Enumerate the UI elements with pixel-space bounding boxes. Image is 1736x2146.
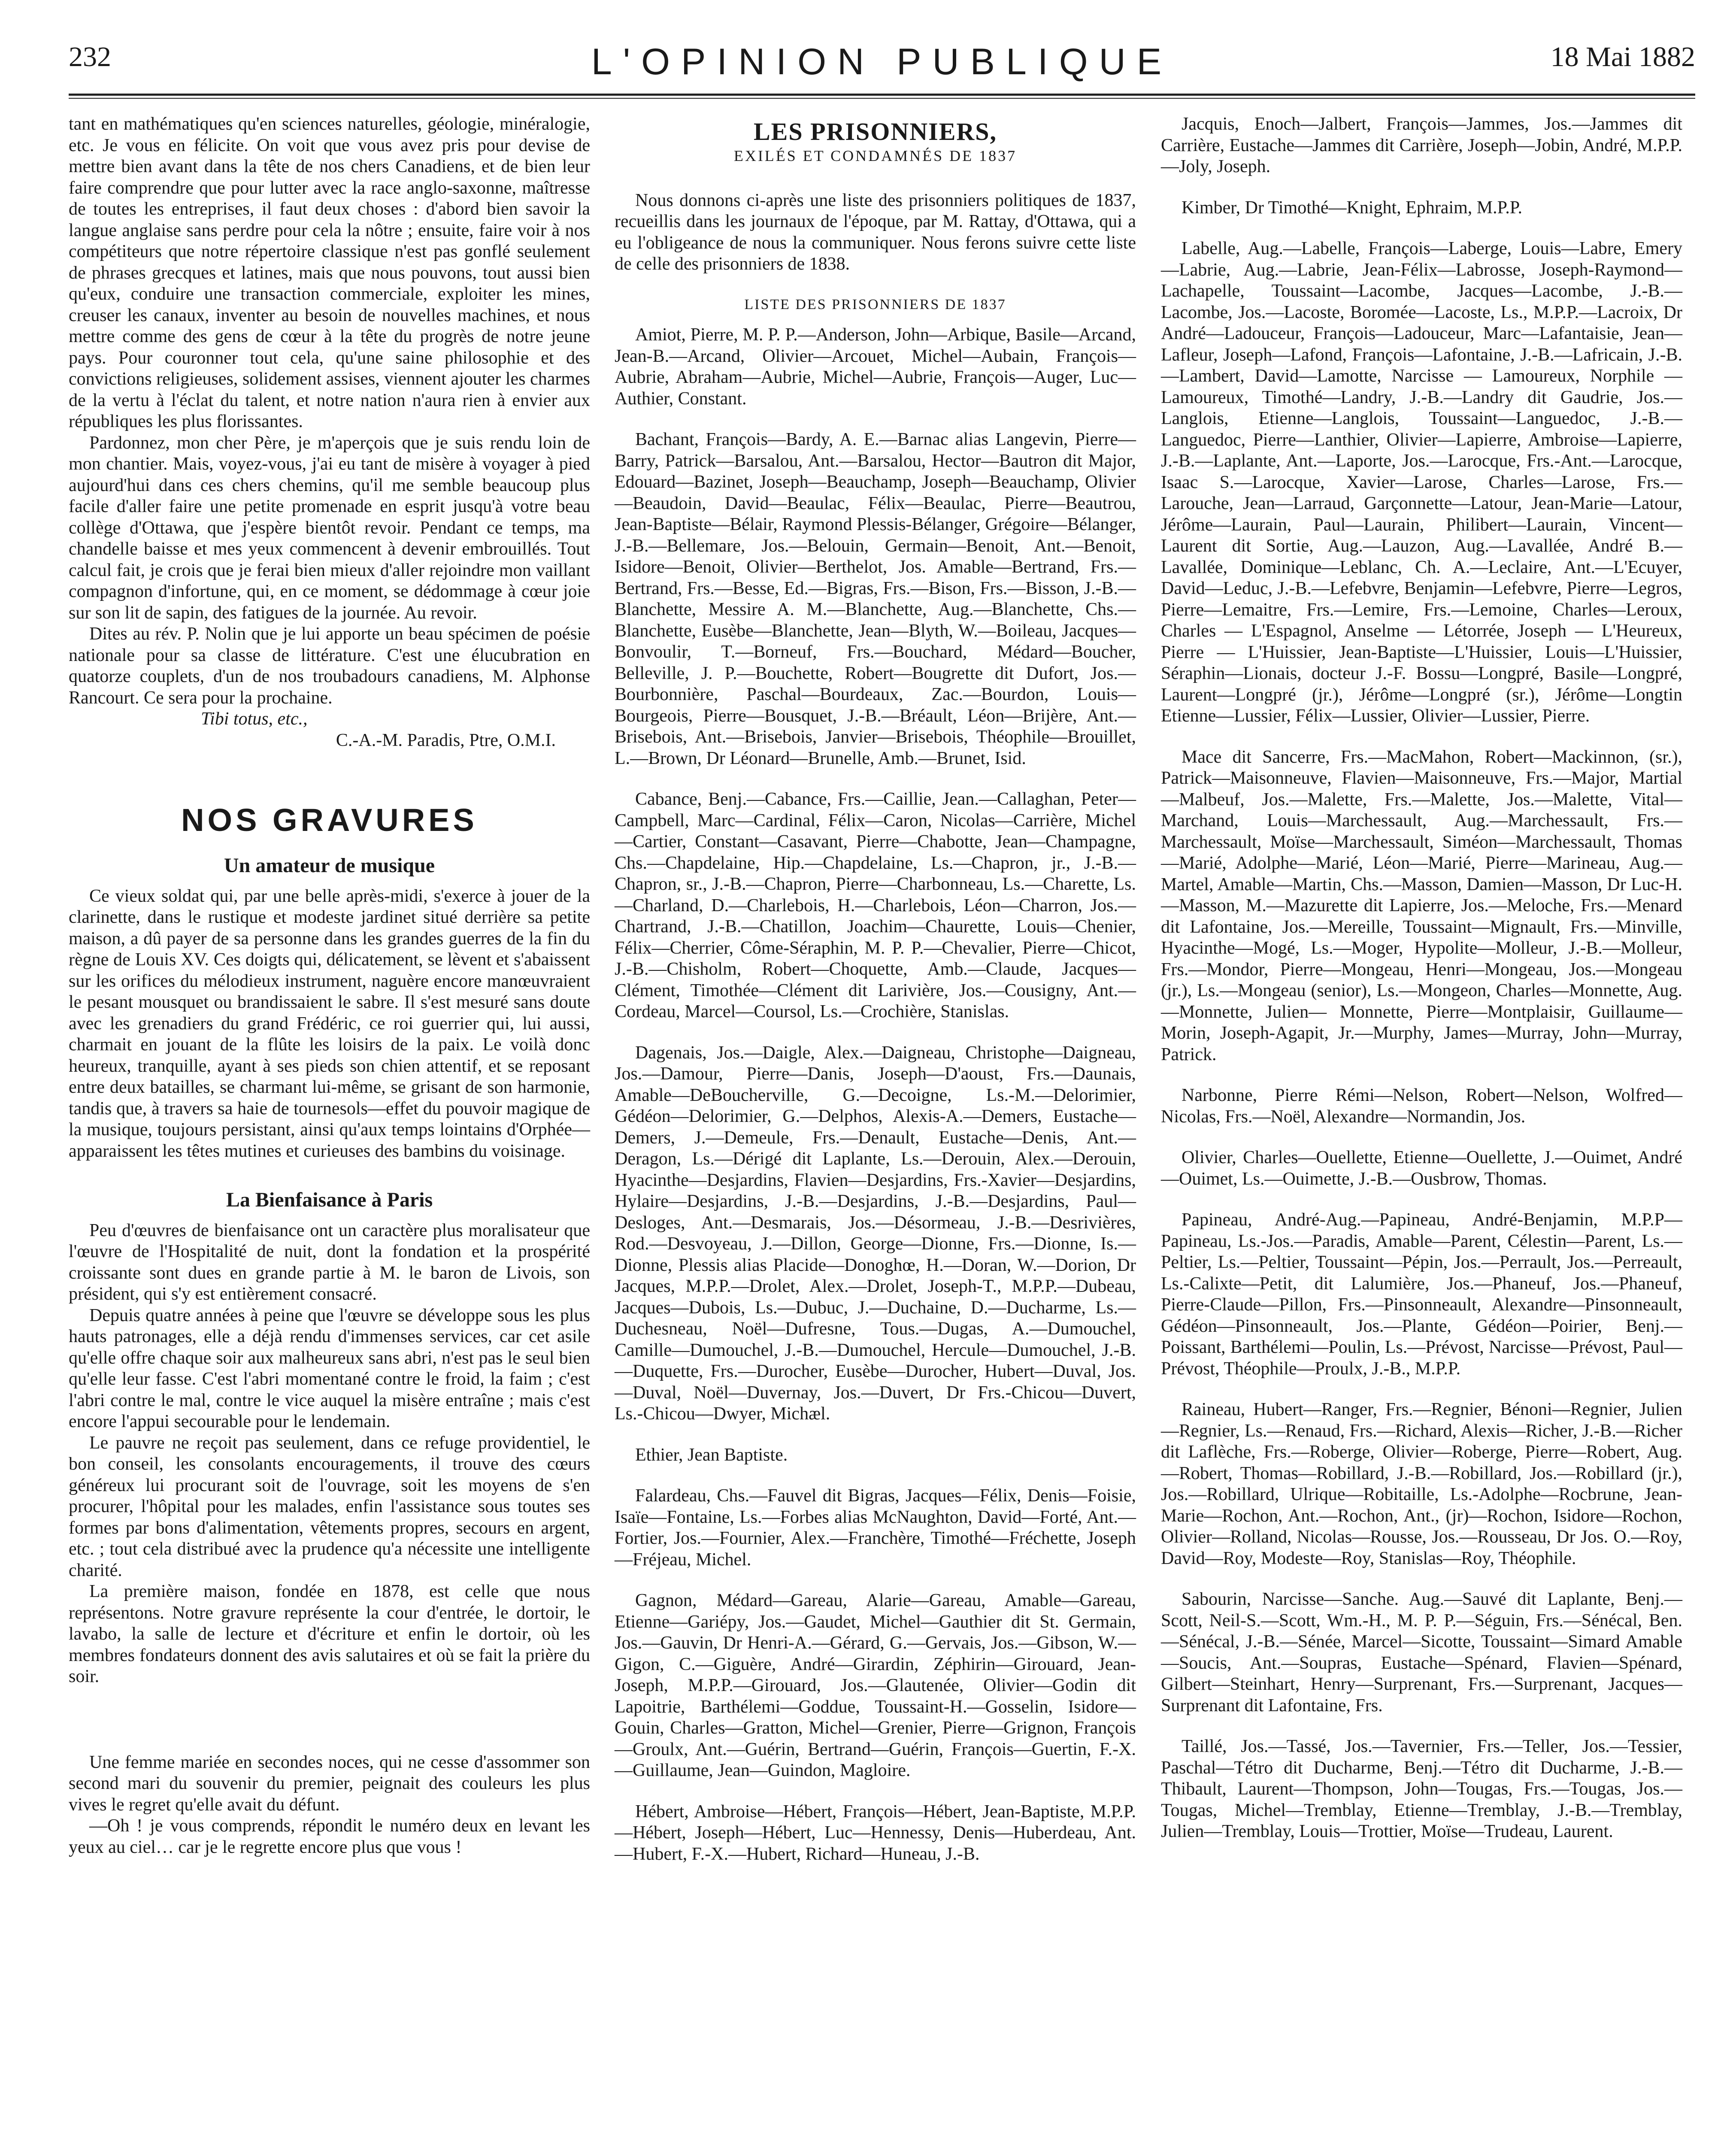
prisoner-list-g: Gagnon, Médard—Gareau, Alarie—Gareau, Amable—Gareau, Etienne—Gariépy, Jos.—Gaudet, Michel—Gauthier dit St. Germain, Jos.—Gauvin, Dr Henri-A.—Gérard, G.—Gervais, Jos.—Gibson, W.—Gigon, C.—Giguère, André—Girardin, Zéphirin—Girouard, Jean-Joseph, M.P.P.—Girouard, Jos.—Glautenée, Olivier—Godin dit Lapoitrie, Barthélemi—Goddue, Toussaint-H.—Gosselin, Isidore—Gouin, Charles—Gratton, Michel—Grenier, Pierre—Grignon, François—Groulx, Ant.—Guérin, Bertrand—Guérin, François—Guertin, F.-X.—Guillaume, Jean—Guindon, Magloire. (615, 1591, 1136, 1780)
prisoner-list-r: Raineau, Hubert—Ranger, Frs.—Regnier, Bénoni—Regnier, Julien—Regnier, Ls.—Renaud, Frs.—Richard, Alexis—Richer, J.-B.—Richer dit Laflèche, Frs.—Roberge, Olivier—Roberge, Pierre—Robert, Aug.—Robert, Thomas—Robillard, J.-B.—Robillard, Jos.—Robillard (jr.), Jos.—Robillard, Ulrique—Robitaille, Ls.-Adolphe—Rocbrune, Jean-Marie—Rochon, Ant.—Rochon, Ant., (jr)—Rochon, Isidore—Rochon, Olivier—Rolland, Nicolas—Rousse, Jos.—Rousseau, Dr Jos. O.—Roy, David—Roy, Modeste—Roy, Stanislas—Roy, Théophile. (1161, 1400, 1682, 1568)
header-rule (69, 94, 1695, 96)
prisoner-list-t: Taillé, Jos.—Tassé, Jos.—Tavernier, Frs.—Teller, Jos.—Tessier, Paschal—Tétro dit Ducharme, Benj.—Tétro dit Ducharme, J.-B.—Thibault, Laurent—Thompson, John—Tougas, Frs.—Tougas, Jos.—Tougas, Michel—Tremblay, Etienne—Tremblay, J.-B.—Tremblay, Julien—Tremblay, Louis—Trottier, Moïse—Trudeau, Laurent. (1161, 1737, 1682, 1841)
list-title: LISTE DES PRISONNIERS DE 1837 (744, 296, 1006, 312)
letter-closing: Tibi totus, etc., (201, 709, 308, 729)
prisoner-list-b: Bachant, François—Bardy, A. E.—Barnac alias Langevin, Pierre—Barry, Patrick—Barsalou, Ant.—Barsalou, Hector—Bautron dit Major, Edouard—Bazinet, Joseph—Beauchamp, Joseph—Beauchamp, Olivier—Beaudoin, David—Beaulac, Félix—Beaulac, Pierre—Beautrou, Jean-Baptiste—Bélair, Raymond Plessis-Bélanger, Grégoire—Bélanger, J.-B.—Bellemare, Jos.—Belouin, Germain—Benoit, Ant.—Benoit, Isidore—Benoit, Olivier—Berthelot, Jos. Amable—Bertrand, Frs.—Bertrand, Frs.—Besse, Ed.—Bigras, Frs.—Bison, Frs.—Bisson, J.-B.—Blanchette, Messire A. M.—Blanchette, Aug.—Blanchette, Chs.—Blanchette, Eusèbe—Blanchette, Jean—Blyth, W.—Boileau, Jacques—Bonvoulir, T.—Borneuf, Frs.—Bouchard, Médard—Boucher, Belleville, J. P.—Bouchette, Robert—Bougrette dit Dufort, Jos.—Bourbonnière, Paschal—Bourdeaux, Zac.—Bourdon, Louis—Bourgeois, Pierre—Bousquet, J.-B.—Bréault, Léon—Brijère, Ant.—Brisebois, Ant.—Brisebois, Janvier—Brisebois, Théophile—Brouillet, L.—Brown, Dr Léonard—Brunelle, Amb.—Brunet, Isid. (615, 430, 1136, 768)
prisoner-list-a: Amiot, Pierre, M. P. P.—Anderson, John—Arbique, Basile—Arcand, Jean-B.—Arcand, Olivier—Arcouet, Michel—Aubain, François—Aubrie, Abraham—Aubrie, Michel—Aubrie, François—Auger, Luc—Authier, Constant. (615, 325, 1136, 409)
prisoner-list-j: Jacquis, Enoch—Jalbert, François—Jammes, Jos.—Jammes dit Carrière, Eustache—Jammes dit Carrière, Joseph—Jobin, André, M.P.P.—Joly, Joseph. (1161, 114, 1682, 176)
prisoner-list-m: Mace dit Sancerre, Frs.—MacMahon, Robert—Mackinnon, (sr.), Patrick—Maisonneuve, Flavien—Maisonneuve, Frs.—Major, Martial—Malbeuf, Jos.—Malette, Frs.—Malette, Jos.—Malette, Vital—Marchand, Louis—Marchessault, Aug.—Marchessault, Frs.—Marchessault, Moïse—Marchessault, Siméon—Marchessault, Thomas—Marié, Adolphe—Marié, Léon—Marié, Pierre—Marineau, Aug.—Martel, Amable—Martin, Chs.—Masson, Damien—Masson, Dr Luc-H.—Masson, M.—Mazurette dit Lapierre, Jos.—Meloche, Frs.—Menard dit Lafontaine, Jos.—Mereille, Toussaint—Mignault, Frs.—Minville, Hyacinthe—Mogé, Ls.—Moger, Hypolite—Molleur, J.-B.—Molleur, Frs.—Mondor, Pierre—Mongeau, Henri—Mongeau, Jos.—Mongeau (jr.), Ls.—Mongeau (senior), Ls.—Mongeon, Charles—Monnette, Aug.—Monnette, Julien— Monnette, Pierre—Montplaisir, Guillaume—Morin, Joseph-Agapit, Jr.—Murphy, James—Murray, John—Murray, Patrick. (1161, 747, 1682, 1064)
anecdote-paragraph: Une femme mariée en secondes noces, qui ne cesse d'assommer son second mari du souvenir du premier, peignait des couleurs les plus vives le regret qu'elle avait du défunt. (69, 1752, 590, 1815)
column-left (69, 114, 590, 1858)
section-subtitle: EXILÉS ET CONDAMNÉS DE 1837 (733, 147, 1017, 164)
section-title-gravures: NOS GRAVURES (181, 802, 478, 838)
prisoner-list-p: Papineau, André-Aug.—Papineau, André-Benjamin, M.P.P—Papineau, Ls.-Jos.—Paradis, Amable—Parent, Célestin—Parent, Ls.—Peltier, Ls.—Peltier, Toussaint—Pépin, Jos.—Perrault, Jos.—Perreault, Ls.-Calixte—Petit, dit Lalumière, Jos.—Phaneuf, Jos.—Phaneuf, Pierre-Claude—Pillon, Frs.—Pinsonneault, Alexandre—Pinsonneault, Gédéon—Pinsonneault, Jos.—Plante, Gédéon—Poirier, Benj.—Poissant, Barthélemi—Poulin, Ls.—Prévost, Narcisse—Prévost, Paul—Prévost, Théophile—Proulx, J.-B., M.P.P. (1161, 1210, 1682, 1379)
prisoner-list-c: Cabance, Benj.—Cabance, Frs.—Caillie, Jean.—Callaghan, Peter—Campbell, Marc—Cardinal, Félix—Caron, Nicolas—Carrière, Michel—Cartier, Constant—Casavant, Pierre—Chabotte, Jean—Champagne, Chs.—Chapdelaine, Hip.—Chapdelaine, Ls.—Chapron, jr., J.-B.—Chapron, sr., J.-B.—Chapron, Pierre—Charbonneau, Ls.—Charette, Ls.—Charland, D.—Charlebois, H.—Charlebois, Léon—Charron, Jos.—Chartrand, J.-B.—Chatillon, Joachim—Chaurette, Louis—Chenier, Félix—Cherrier, Côme-Séraphin, M. P. P.—Chevalier, Pierre—Chicot, J.-B.—Chisholm, Robert—Choquette, Amb.—Claude, Jacques—Clément, Timothée—Clément dit Larivière, Jos.—Cousigny, Ant.—Cordeau, Marcel—Coursol, Ls.—Crochière, Stanislas. (615, 789, 1136, 1021)
section-title-prisonniers: LES PRISONNIERS, (753, 118, 997, 145)
article-paragraph: Peu d'œuvres de bienfaisance ont un caractère plus moralisateur que l'œuvre de l'Hospitalité de nuit, dont la fondation et la prospérité croissante sont dues en grande partie à M. le baron de Livois, son président, qui s'y est entièrement consacré. (69, 1220, 590, 1304)
prisoner-list-o: Olivier, Charles—Ouellette, Etienne—Ouellette, J.—Ouimet, André—Ouimet, Ls.—Ouimette, J.-B.—Ousbrow, Thomas. (1161, 1148, 1682, 1189)
article-paragraph: La première maison, fondée en 1878, est celle que nous représentons. Notre gravure représente la cour d'entrée, le dortoir, le lavabo, la salle de lecture et d'écriture et enfin le dortoir, où les membres fondateurs donnent des avis salutaires et où se fait la prière du soir. (69, 1582, 590, 1686)
prisoner-list-e: Ethier, Jean Baptiste. (635, 1445, 788, 1465)
article-title: Un amateur de musique (224, 854, 435, 877)
header-rule-thin (69, 98, 1695, 99)
issue-date: 18 Mai 1882 (1550, 41, 1695, 73)
prisoner-list-f: Falardeau, Chs.—Fauvel dit Bigras, Jacques—Félix, Denis—Foisie, Isaïe—Fontaine, Ls.—Forbes alias McNaughton, David—Forté, Ant.—Fortier, Jos.—Fournier, Alex.—Franchère, Timothé—Fréchette, Joseph—Fréjeau, Michel. (615, 1486, 1136, 1570)
article-paragraph: Depuis quatre années à peine que l'œuvre se développe sous les plus hauts patronages, elle a déjà rendu d'immenses services, car cet asile qu'elle offre chaque soir aux malheureux sans abri, n'est pas le seul bien qu'elle leur fasse. C'est l'abri momentané contre le froid, la faim ; c'est l'abri contre le mal, contre le vice auquel la misère entraîne ; mais c'est encore l'appui secourable pour le lendemain. (69, 1305, 590, 1431)
letter-paragraph: tant en mathématiques qu'en sciences naturelles, géologie, minéralogie, etc. Je vous en félicite. On voit que vous avez pris pour devise de mettre bien avant dans la tête de nos chers Canadiens, et de bien leur faire comprendre que pour lutter avec la race anglo-saxonne, maîtresse de toutes les entreprises, il faut deux choses : d'abord bien savoir la langue anglaise sans perdre pour cela la nôtre ; ensuite, faire voir à nos compétiteurs que notre répertoire classique n'est pas gonflé seulement de phrases grecques et latines, mais que nous pouvons, tout aussi bien qu'eux, conduire une transaction commerciale, exploiter les mines, creuser les canaux, inventer au besoin de nouvelles machines, et nous mettre comme des gens de cœur à la tête du progrès de notre jeune pays. Pour couronner tout cela, qu'une saine philosophie et des convictions religieuses, solidement assises, viennent ajouter les charmes de la vertu à l'éclat du talent, et notre nation n'aura rien à envier aux républiques les plus florissantes. (69, 114, 590, 431)
column-middle (615, 114, 1136, 1865)
letter-signature: C.-A.-M. Paradis, Ptre, O.M.I. (336, 730, 556, 750)
anecdote-paragraph: —Oh ! je vous comprends, répondit le numéro deux en levant les yeux au ciel… car je le regrette encore plus que vous ! (69, 1816, 590, 1857)
prisoner-list-n: Narbonne, Pierre Rémi—Nelson, Robert—Nelson, Wolfred—Nicolas, Frs.—Noël, Alexandre—Normandin, Jos. (1161, 1085, 1682, 1127)
prisoner-list-k: Kimber, Dr Timothé—Knight, Ephraim, M.P.P. (1182, 197, 1523, 218)
prisoner-list-h: Hébert, Ambroise—Hébert, François—Hébert, Jean-Baptiste, M.P.P.—Hébert, Joseph—Hébert, Luc—Hennessy, Denis—Huberdeau, Ant.—Hubert, F.-X.—Hubert, Richard—Huneau, J.-B. (615, 1801, 1136, 1864)
letter-paragraph: Pardonnez, mon cher Père, je m'aperçois que je suis rendu loin de mon chantier. Mais, voyez-vous, j'ai eu tant de misère à voyager à pied aujourd'hui dans ces chers chemins, qu'il me semble beaucoup plus facile d'aller faire une petite promenade en esprit jusqu'à votre beau collège d'Ottawa, que j'espère bientôt revoir. Pendant ce temps, ma chandelle baisse et mes yeux commencent à devenir embrouillés. Tout calcul fait, je crois que je ferai bien mieux d'aller rejoindre mon vaillant compagnon d'infortune, qui, en ce moment, se dédommage à cœur joie sur son lit de sapin, des fatigues de la journée. Au revoir. (69, 433, 590, 623)
letter-paragraph: Dites au rév. P. Nolin que je lui apporte un beau spécimen de poésie nationale pour sa classe de littérature. C'est une élucubration en quatorze couplets, d'un de nos troubadours canadiens, M. Alphonse Rancourt. Ce sera pour la prochaine. (69, 624, 590, 708)
column-right (1161, 114, 1682, 1843)
newspaper-title: L'OPINION PUBLIQUE (591, 41, 1173, 82)
intro-paragraph: Nous donnons ci-après une liste des prisonniers politiques de 1837, recueillis dans les journaux de l'époque, par M. Rattay, d'Ottawa, qui a eu l'obligeance de nous la communiquer. Nous ferons suivre cette liste de celle des prisonniers de 1838. (615, 190, 1136, 274)
prisoner-list-d: Dagenais, Jos.—Daigle, Alex.—Daigneau, Christophe—Daigneau, Jos.—Damour, Pierre—Danis, Joseph—D'aoust, Frs.—Daunais, Amable—DeBoucherville, G.—Decoigne, Ls.-M.—Delorimier, Gédéon—Delorimier, G.—Delphos, Alexis-A.—Demers, Eustache—Demers, J.—Demeule, Frs.—Denault, Eustache—Denis, Ant.—Deragon, Ls.—Dérigé dit Laplante, Ls.—Derouin, Alex.—Derouin, Hyacinthe—Desjardins, Flavien—Desjardins, Frs.-Xavier—Desjardins, Hylaire—Desjardins, J.-B.—Desjardins, J.-B.—Desjardins, Paul—Desloges, Ant.—Desmarais, Jos.—Désormeau, J.-B.—Desrivières, Rod.—Desvoyeau, J.—Dillon, George—Dionne, Frs.—Dionne, Is.—Dionne, Plessis alias Placide—Donoghœ, H.—Doran, W.—Dorion, Dr Jacques, M.P.P.—Drolet, Alex.—Drolet, Joseph-T., M.P.P.—Dubeau, Jacques—Dubois, Ls.—Dubuc, J.—Duchaine, D.—Ducharme, Ls.—Duchesneau, Noël—Dufresne, Tous.—Dugas, A.—Dumouchel, Camille—Dumouchel, J.-B.—Dumouchel, Hercule—Dumouchel, J.-B.—Duquette, Frs.—Durocher, Eusèbe—Durocher, Hubert—Duval, Jos.—Duval, Noël—Duvernay, Jos.—Duvert, Dr Frs.-Chicou—Duvert, Ls.-Chicou—Dwyer, Michæl. (615, 1043, 1136, 1424)
prisoner-list-l: Labelle, Aug.—Labelle, François—Laberge, Louis—Labre, Emery—Labrie, Aug.—Labrie, Jean-Félix—Labrosse, Joseph-Raymond—Lachapelle, Toussaint—Lacombe, Jacques—Lacombe, J.-B.—Lacombe, Jos.—Lacoste, Boromée—Lacoste, Ls., M.P.P.—Lacroix, Dr André—Ladouceur, François—Ladouceur, Marc—Lafantaisie, Jean—Lafleur, Joseph—Lafond, François—Lafontaine, J.-B.—Lafricain, J.-B.—Lambert, David—Lamotte, Narcisse — Lamoureux, Norphile — Lamoureux, Timothé—Landry, J.-B.—Landry dit Gaudrie, Jos.—Langlois, Etienne—Langlois, Toussaint—Languedoc, J.-B.—Languedoc, Pierre—Lanthier, Olivier—Lapierre, Ambroise—Lapierre, J.-B.—Laplante, Ant.—Laporte, Jos.—Larocque, Frs.-Ant.—Larocque, Isaac S.—Larocque, Xavier—Larose, Charles—Larose, Frs.—Larouche, Jean—Larraud, Garçonnette—Latour, Jean-Marie—Latour, Jérôme—Laurain, Paul—Laurain, Philibert—Laurain, Vincent—Laurent dit Sortie, Aug.—Lauzon, Aug.—Lavallée, André B.—Lavallée, Dominique—Leblanc, Ch. A.—Leclaire, Ant.—L'Ecuyer, David—Leduc, J.-B.—Lefebvre, Benjamin—Lefebvre, Pierre—Legros, Pierre—Lemaitre, Frs.—Lemire, Frs.—Lemoine, Charles—Leroux, Charles — L'Espagnol, Anselme — Létorrée, Joseph — L'Heureux, Pierre — L'Huissier, Jean-Baptiste—L'Huissier, Louis—L'Huissier, Séraphin—Lionais, docteur J.-F. Bossu—Longpré, Basile—Longpré, Laurent—Longpré (jr.), Jérôme—Longpré (sr.), Jérôme—Longtin Etienne—Lussier, Félix—Lussier, Olivier—Lussier, Pierre. (1161, 239, 1682, 726)
page-number: 232 (69, 41, 111, 73)
page-header (69, 41, 1695, 92)
prisoner-list-s: Sabourin, Narcisse—Sanche. Aug.—Sauvé dit Laplante, Benj.—Scott, Neil-S.—Scott, Wm.-H., M. P. P.—Séguin, Frs.—Sénécal, Ben.—Sénécal, J.-B.—Sénée, Marcel—Sicotte, Toussaint—Simard Amable—Soucis, Ant.—Soupras, Eustache—Spénard, Flavien—Spénard, Gilbert—Steinhart, Henry—Surprenant, Frs.—Surprenant, Jacques—Surprenant dit Lafontaine, Frs. (1161, 1589, 1682, 1716)
article-paragraph: Le pauvre ne reçoit pas seulement, dans ce refuge providentiel, le bon conseil, les consolants encouragements, il trouve des cœurs généreux lui procurant soit de l'ouvrage, soit les moyens de s'en procurer, l'hôpital pour les malades, enfin l'assistance sous toutes ses formes par bons d'alimentation, vêtements propres, secours en argent, etc. ; tout cela distribué avec la prudence qu'a nécessite une intelligente charité. (69, 1433, 590, 1580)
article-paragraph: Ce vieux soldat qui, par une belle après-midi, s'exerce à jouer de la clarinette, dans le rustique et modeste jardinet situé derrière sa petite maison, a dû payer de sa personne dans les grandes guerres de la fin du règne de Louis XV. Ces doigts qui, délicatement, se lèvent et s'abaissent sur les orifices du mélodieux instrument, naguère encore manœuvraient le pesant mousquet ou brandissaient le sabre. Il s'est mesuré sans doute avec les grenadiers du grand Frédéric, ce roi guerrier qui, lui aussi, charmait en jouant de la flûte les loisirs de la paix. Le voilà donc heureux, tranquille, ayant à ses pieds son chien attentif, et se reposant entre deux batailles, se charmant lui-même, se grisant de son harmonie, tandis que, à travers sa haie de tournesols—effet du pouvoir magique de la musique, toujours persistant, ainsi qu'aux temps lointains d'Orphée—apparaissent les têtes mutines et curieuses des bambins du voisinage. (69, 886, 590, 1161)
article-title: La Bienfaisance à Paris (226, 1188, 433, 1211)
